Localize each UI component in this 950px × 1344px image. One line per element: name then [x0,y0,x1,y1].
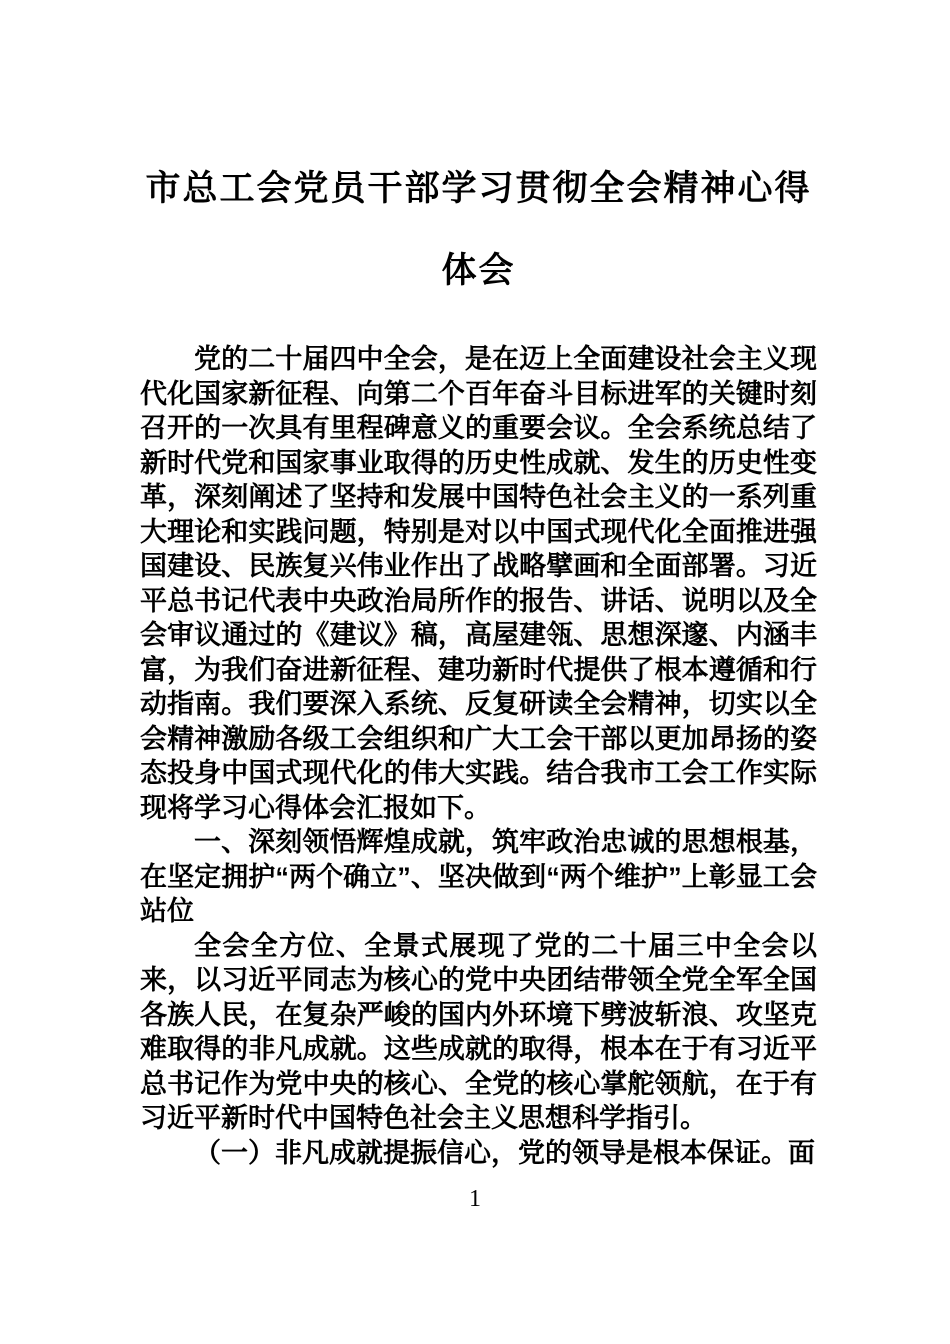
section-heading-1: 一、深刻领悟辉煌成就，筑牢政治忠诚的思想根基，在坚定拥护“两个确立”、坚决做到“两个维护”上彰显工会站位 [140,827,817,926]
paragraph-intro: 党的二十届四中全会，是在迈上全面建设社会主义现代化国家新征程、向第二个百年奋斗目标进军的关键时刻召开的一次具有里程碑意义的重要会议。全会系统总结了新时代党和国家事业取得的历史性成就、发生的历史性变革，深刻阐述了坚持和发展中国特色社会主义的一系列重大理论和实践问题，特别是对以中国式现代化全面推进强国建设、民族复兴伟业作出了战略擘画和全面部署。习近平总书记代表中央政治局所作的报告、讲话、说明以及全会审议通过的《建议》稿，高屋建瓴、思想深邃、内涵丰富，为我们奋进新征程、建功新时代提供了根本遵循和行动指南。我们要深入系统、反复研读全会精神，切实以全会精神激励各级工会组织和广大工会干部以更加昂扬的姿态投身中国式现代化的伟大实践。结合我市工会工作实际现将学习心得体会汇报如下。 [140,344,817,823]
paragraph-subsection-1: （一）非凡成就提振信心，党的领导是根本保证。面 [194,1137,815,1168]
page-number: 1 [469,1186,481,1212]
paragraph-section-1-body: 全会全方位、全景式展现了党的二十届三中全会以来，以习近平同志为核心的党中央团结带领全党全军全国各族人民，在复杂严峻的国内外环境下劈波斩浪、攻坚克难取得的非凡成就。这些成就的取得，根本在于有习近平总书记作为党中央的核心、全党的核心掌舵领航，在于有习近平新时代中国特色社会主义思想科学指引。 [140,930,817,1133]
document-title-line-2: 体会 [441,251,516,290]
document-title [140,148,817,312]
document-title-line-1: 市总工会党员干部学习贯彻全会精神心得 [145,169,812,208]
document-body [140,342,817,1170]
